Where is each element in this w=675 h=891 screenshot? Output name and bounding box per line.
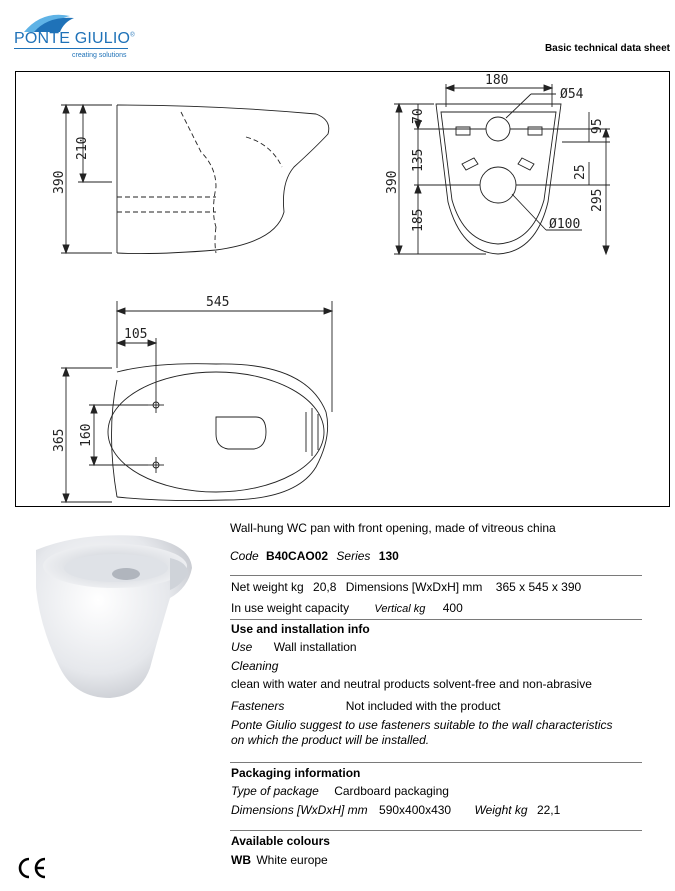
use-line bbox=[231, 640, 357, 654]
dimensions-value: 365 x 545 x 390 bbox=[495, 580, 582, 594]
dim-front-135: 135 bbox=[411, 148, 426, 172]
package-type-line bbox=[231, 784, 449, 798]
dim-front-295: 295 bbox=[590, 188, 605, 212]
brand-underline bbox=[14, 48, 128, 49]
package-type-label: Type of package bbox=[231, 784, 319, 798]
dim-top-160: 160 bbox=[79, 423, 94, 447]
colour-name: White europe bbox=[256, 853, 328, 867]
package-dims-value: 590x400x430 bbox=[379, 803, 452, 817]
installation-note-line1: Ponte Giulio suggest to use fasteners suitable to the wall characteristics bbox=[231, 718, 613, 732]
dim-side-210: 210 bbox=[75, 136, 90, 160]
ce-mark-text bbox=[16, 855, 17, 856]
top-view bbox=[61, 301, 332, 502]
package-type-value: Cardboard packaging bbox=[334, 784, 449, 798]
technical-drawing bbox=[15, 71, 670, 507]
fasteners-label: Fasteners bbox=[231, 699, 285, 713]
dim-front-180: 180 bbox=[485, 73, 509, 88]
package-weight-label: Weight kg bbox=[474, 803, 528, 817]
cleaning-value: clean with water and neutral products solvent-free and non-abrasive bbox=[231, 677, 592, 691]
dim-front-95: 95 bbox=[590, 118, 605, 134]
vertical-value: 400 bbox=[442, 601, 463, 615]
dim-top-365: 365 bbox=[52, 428, 67, 452]
brand-tagline: creating solutions bbox=[72, 52, 127, 59]
product-description: Wall-hung WC pan with front opening, made of vitreous china bbox=[230, 521, 556, 535]
vertical-label: Vertical kg bbox=[374, 603, 426, 615]
packaging-heading: Packaging information bbox=[231, 766, 361, 780]
package-dims-label: Dimensions [WxDxH] mm bbox=[231, 803, 368, 817]
net-weight-value: 20,8 bbox=[313, 580, 337, 594]
colour-code: WB bbox=[231, 853, 251, 867]
dim-front-25: 25 bbox=[573, 164, 588, 180]
dimensions-label: Dimensions [WxDxH] mm bbox=[345, 580, 483, 594]
divider bbox=[230, 619, 642, 620]
dim-front-70: 70 bbox=[411, 108, 426, 124]
weight-dims-line bbox=[231, 580, 581, 594]
code-label: Code bbox=[230, 549, 259, 563]
package-dims-line bbox=[231, 803, 560, 817]
series-label: Series bbox=[336, 549, 371, 563]
series-value: 130 bbox=[378, 549, 399, 563]
dim-front-d100: Ø100 bbox=[549, 217, 581, 232]
colours-heading: Available colours bbox=[231, 834, 330, 848]
package-weight-value: 22,1 bbox=[536, 803, 561, 817]
drawing-canvas bbox=[16, 72, 671, 508]
dim-front-185: 185 bbox=[411, 208, 426, 232]
product-code-line bbox=[230, 549, 399, 563]
dim-top-105: 105 bbox=[124, 327, 148, 342]
side-view bbox=[61, 105, 329, 254]
installation-note-line2: on which the product will be installed. bbox=[231, 733, 430, 747]
in-use-line bbox=[231, 601, 463, 615]
use-label: Use bbox=[231, 640, 253, 654]
code-value: B40CAO02 bbox=[266, 549, 329, 563]
net-weight-label: Net weight kg bbox=[231, 580, 304, 594]
fasteners-value: Not included with the product bbox=[345, 699, 501, 713]
fasteners-line bbox=[231, 699, 500, 713]
ce-mark-icon bbox=[16, 855, 48, 881]
colour-line bbox=[231, 853, 328, 867]
divider bbox=[230, 830, 642, 831]
installation-heading: Use and installation info bbox=[231, 622, 370, 636]
brand-name: PONTE GIULIO® bbox=[14, 30, 135, 47]
divider bbox=[230, 762, 642, 763]
dim-side-390: 390 bbox=[52, 170, 67, 194]
dim-front-390: 390 bbox=[385, 170, 400, 194]
use-value: Wall installation bbox=[273, 640, 357, 654]
dim-front-d54: Ø54 bbox=[560, 87, 584, 102]
cleaning-label: Cleaning bbox=[231, 659, 279, 673]
divider bbox=[230, 575, 642, 576]
sheet-title: Basic technical data sheet bbox=[544, 43, 670, 54]
product-photo bbox=[30, 528, 200, 706]
in-use-label: In use weight capacity bbox=[231, 601, 350, 615]
dim-top-545: 545 bbox=[206, 295, 230, 310]
